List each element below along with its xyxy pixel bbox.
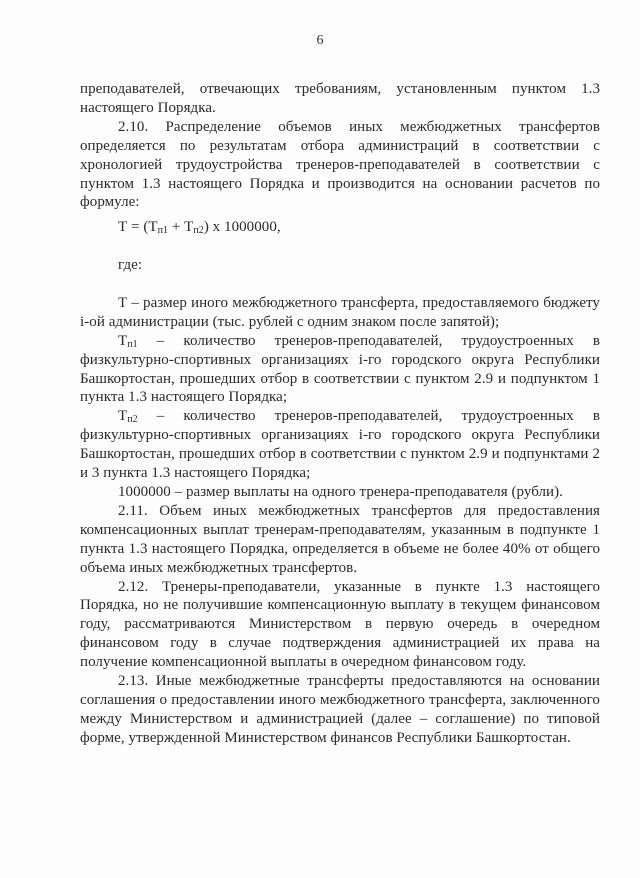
paragraph-2-10: 2.10. Распределение объемов иных межбюджетных трансфертов определяется по результатам отбора администраций в соответствии с хронологией трудоустройства тренеров-преподавателей в соответствии с пунктом 1.3 настоящего Порядка и производится на основании расчетов по формуле: xyxy=(80,118,600,211)
document-body xyxy=(80,80,600,748)
paragraph-continuation: преподавателей, отвечающих требованиям, установленным пунктом 1.3 настоящего Порядка. xyxy=(80,81,600,116)
where-label: где: xyxy=(118,257,143,274)
paragraph-2-11: 2.11. Объем иных межбюджетных трансфертов для предоставления компенсационных выплат тренерам-преподавателям, указанным в подпункте 1 пункта 1.3 настоящего Порядка, определяется в объеме не более 40% от общего объема иных межбюджетных трансфертов. xyxy=(80,502,600,576)
definition-tn2: $Т_{п2}$ – количество тренеров-преподавателей, трудоустроенных в физкультурно-спортивных организациях i-го городского округа Республики Башкортостан, прошедших отбор в соответствии с пунктом 2.9 и подпунктами 2 и 3 пункта 1.3 настоящего Порядка; xyxy=(80,408,600,482)
definition-tn1: $Т_{п1}$ – количество тренеров-преподавателей, трудоустроенных в физкультурно-спортивных организациях i-го городского округа Республики Башкортостан, прошедших отбор в соответствии с пунктом 2.9 и подпунктом 1 пункта 1.3 настоящего Порядка; xyxy=(80,332,600,406)
paragraph-2-12: 2.12. Тренеры-преподаватели, указанные в пункте 1.3 настоящего Порядка, но не получившие компенсационную выплату в текущем финансовом году, рассматриваются Министерством в первую очередь в очередном финансовом году в случае подтверждения администрацией их права на получение компенсационной выплаты в очередном финансовом году. xyxy=(80,578,600,671)
definition-t: Т – размер иного межбюджетного трансферта, предоставляемого бюджету i-ой администрации (тыс. рублей с одним знаком после запятой); xyxy=(80,294,600,330)
definition-sum: 1000000 – размер выплаты на одного тренера-преподавателя (рубли). xyxy=(118,483,563,500)
formula: $Т = (Т_{п1} + Т_{п2})$ х 1000000, xyxy=(118,219,281,237)
page-number: 6 xyxy=(316,33,324,48)
paragraph-2-13: 2.13. Иные межбюджетные трансферты предоставляются на основании соглашения о предоставлении иного межбюджетного трансферта, заключенного между Министерством и администрацией (далее – соглашение) по типовой форме, утвержденной Министерством финансов Республики Башкортостан. xyxy=(80,673,600,746)
